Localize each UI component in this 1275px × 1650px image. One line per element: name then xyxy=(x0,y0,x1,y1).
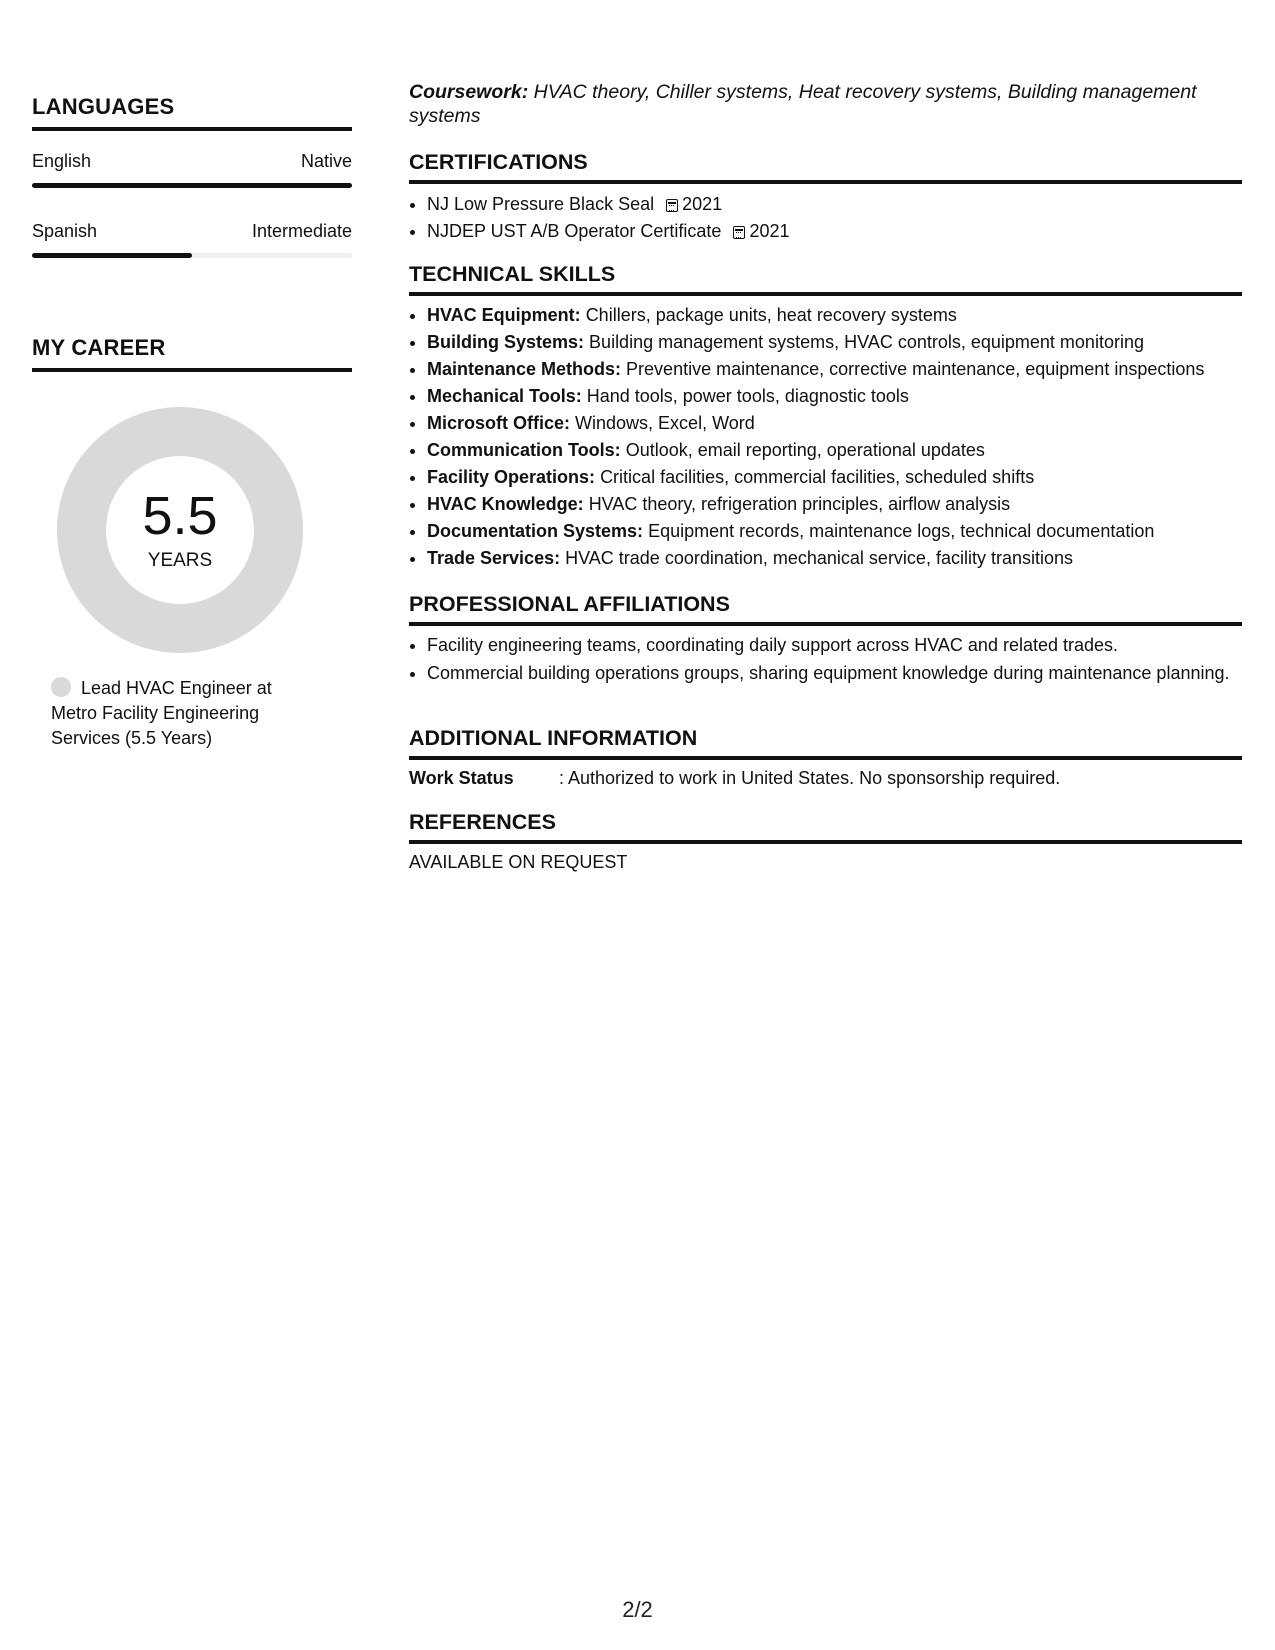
certification-year: 2021 xyxy=(749,221,790,241)
skill-text: Equipment records, maintenance logs, technical documentation xyxy=(648,521,1155,541)
skill-item xyxy=(427,491,1242,518)
skill-label: Trade Services: xyxy=(427,548,561,568)
work-status-value: : Authorized to work in United States. No sponsorship required. xyxy=(559,768,1061,788)
skill-label: Building Systems: xyxy=(427,332,585,352)
skill-label: Mechanical Tools: xyxy=(427,386,582,406)
skill-label: Facility Operations: xyxy=(427,467,596,487)
certifications-list xyxy=(409,191,1242,245)
page-number: 2/2 xyxy=(622,1597,653,1622)
skill-label: Maintenance Methods: xyxy=(427,359,622,379)
skill-item xyxy=(427,545,1242,572)
legend-dot-icon xyxy=(51,677,71,697)
skill-text: Chillers, package units, heat recovery systems xyxy=(585,305,957,325)
calendar-icon xyxy=(733,226,745,239)
coursework-text: HVAC theory, Chiller systems, Heat recovery systems, Building management systems xyxy=(409,81,1197,127)
language-name: Spanish xyxy=(32,221,98,241)
skill-item xyxy=(427,437,1242,464)
skill-text: Building management systems, HVAC controls, equipment monitoring xyxy=(589,332,1144,352)
skill-text: Windows, Excel, Word xyxy=(575,413,755,433)
certification-year: 2021 xyxy=(682,194,723,214)
career-legend-text: Lead HVAC Engineer at Metro Facility Engineering Services (5.5 Years) xyxy=(51,678,272,748)
affiliations-title: PROFESSIONAL AFFILIATIONS xyxy=(409,592,1242,626)
skill-text: Critical facilities, commercial facilities, scheduled shifts xyxy=(600,467,1035,487)
skill-label: HVAC Knowledge: xyxy=(427,494,584,514)
work-status-label: Work Status xyxy=(409,768,514,788)
additional-info-title: ADDITIONAL INFORMATION xyxy=(409,726,1242,760)
affiliation-item: • Commercial building operations groups, sharing equipment knowledge during maintenance planning. xyxy=(427,661,1242,686)
career-years-unit: YEARS xyxy=(147,550,213,571)
skill-label: Microsoft Office: xyxy=(427,413,571,433)
language-proficiency-bar xyxy=(32,183,352,188)
career-years-value: 5.5 xyxy=(142,486,218,546)
skill-item xyxy=(427,518,1242,545)
skill-item xyxy=(427,302,1242,329)
skill-item xyxy=(427,356,1242,383)
skill-text: HVAC trade coordination, mechanical service, facility transitions xyxy=(565,548,1073,568)
calendar-icon xyxy=(666,199,678,212)
coursework xyxy=(409,80,1242,128)
skill-label: Documentation Systems: xyxy=(427,521,644,541)
certifications-title: CERTIFICATIONS xyxy=(409,150,1242,184)
language-proficiency-fill xyxy=(32,183,352,188)
references-title: REFERENCES xyxy=(409,810,1242,844)
skill-text: Hand tools, power tools, diagnostic tools xyxy=(586,386,909,406)
career-donut-center xyxy=(106,456,254,604)
affiliations-list xyxy=(409,633,1242,685)
skill-item xyxy=(427,329,1242,356)
language-name: English xyxy=(32,151,92,171)
technical-skills-list xyxy=(409,302,1242,572)
references-text: AVAILABLE ON REQUEST xyxy=(409,852,628,872)
certification-name: NJ Low Pressure Black Seal xyxy=(427,194,655,214)
certification-item xyxy=(427,191,1242,218)
skill-item xyxy=(427,410,1242,437)
career-title: MY CAREER xyxy=(32,335,352,372)
skill-label: Communication Tools: xyxy=(427,440,621,460)
skill-label: HVAC Equipment: xyxy=(427,305,581,325)
language-proficiency-fill xyxy=(32,253,192,258)
skill-item xyxy=(427,383,1242,410)
career-legend-item xyxy=(51,676,291,751)
language-proficiency-bar xyxy=(32,253,352,258)
affiliation-item: • Facility engineering teams, coordinating daily support across HVAC and related trades. xyxy=(427,633,1242,658)
career-donut-chart xyxy=(57,407,303,653)
language-level: Intermediate xyxy=(251,221,352,241)
languages-title: LANGUAGES xyxy=(32,94,352,131)
language-level: Native xyxy=(300,151,352,171)
skill-text: HVAC theory, refrigeration principles, airflow analysis xyxy=(588,494,1011,514)
coursework-label: Coursework: xyxy=(409,81,529,103)
technical-skills-title: TECHNICAL SKILLS xyxy=(409,262,1242,296)
skill-text: Preventive maintenance, corrective maintenance, equipment inspections xyxy=(626,359,1205,379)
certification-name: NJDEP UST A/B Operator Certificate xyxy=(427,221,722,241)
skill-text: Outlook, email reporting, operational updates xyxy=(625,440,985,460)
certification-item xyxy=(427,218,1242,245)
skill-item xyxy=(427,464,1242,491)
